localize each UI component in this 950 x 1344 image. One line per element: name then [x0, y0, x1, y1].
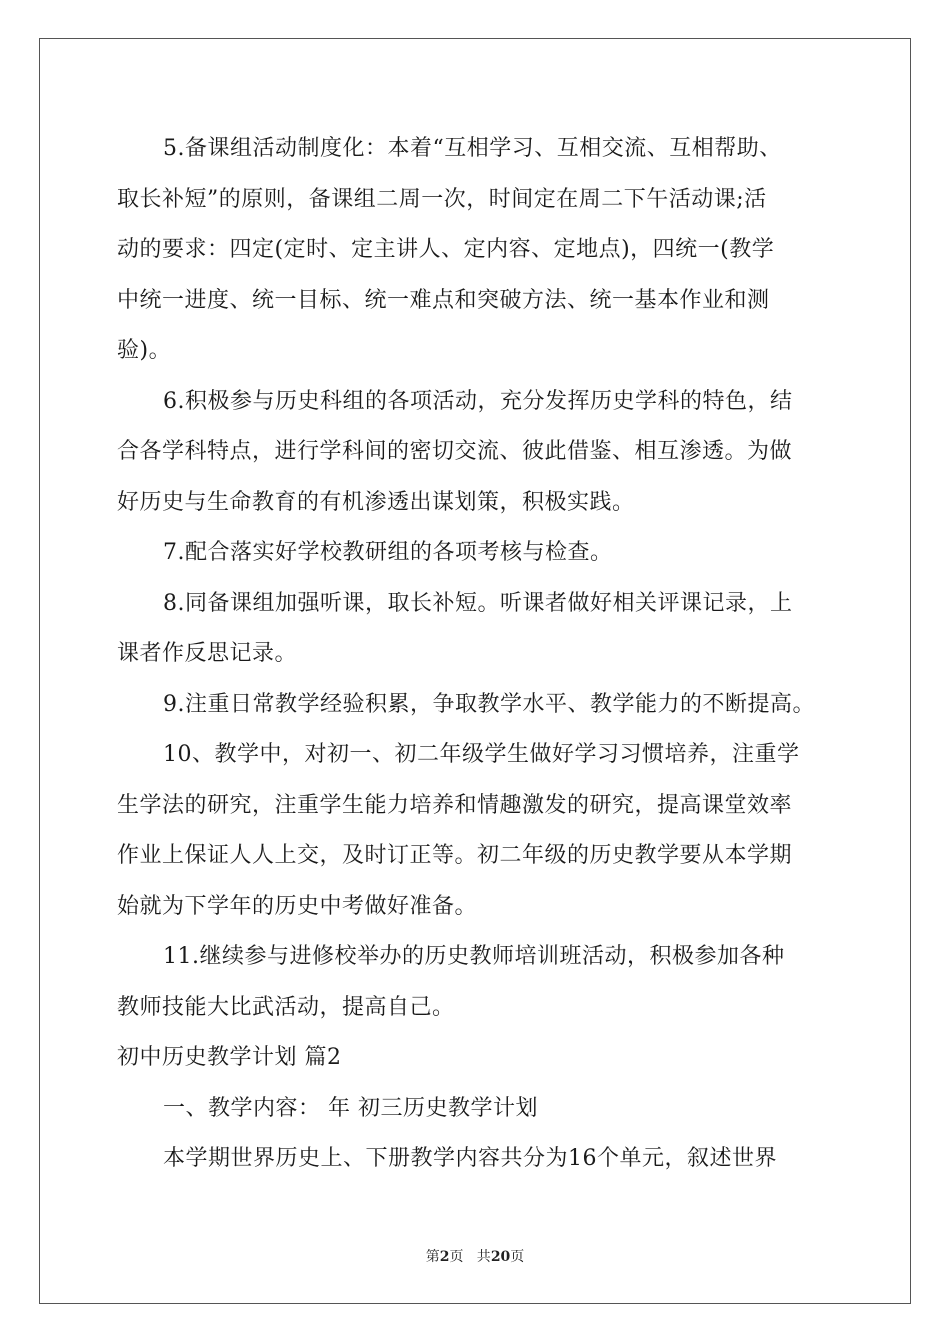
paragraph-line: 教师技能大比武活动，提高自己。: [117, 994, 455, 1020]
footer-middle: 页 共: [449, 1249, 491, 1265]
footer-prefix: 第: [425, 1249, 440, 1265]
paragraph-line: 始就为下学年的历史中考做好准备。: [117, 893, 478, 919]
paragraph-line: 动的要求：四定(定时、定主讲人、定内容、定地点)，四统一(教学: [117, 237, 775, 262]
paragraph-line: 验)。: [117, 338, 172, 363]
paragraph-line: 6.积极参与历史科组的各项活动，充分发挥历史学科的特色，结: [163, 388, 793, 414]
paragraph-line: 本学期世界历史上、下册教学内容共分为16个单元，叙述世界: [163, 1146, 777, 1171]
paragraph-line: 8.同备课组加强听课，取长补短。听课者做好相关评课记录，上: [163, 590, 793, 616]
paragraph-line: 9.注重日常教学经验积累，争取教学水平、教学能力的不断提高。: [163, 691, 815, 717]
paragraph-line: 5.备课组活动制度化：本着“互相学习、互相交流、互相帮助、: [163, 136, 782, 161]
paragraph-line: 10、教学中，对初一、初二年级学生做好学习习惯培养，注重学: [163, 742, 800, 767]
paragraph-line: 生学法的研究，注重学生能力培养和情趣激发的研究，提高课堂效率: [117, 792, 793, 818]
paragraph-line: 一、教学内容： 年 初三历史教学计划: [163, 1095, 538, 1121]
document-body: [117, 124, 837, 1185]
paragraph-line: 作业上保证人人上交，及时订正等。初二年级的历史教学要从本学期: [117, 843, 793, 868]
paragraph-line: 7.配合落实好学校教研组的各项考核与检查。: [163, 540, 613, 565]
paragraph-line: 好历史与生命教育的有机渗透出谋划策，积极实践。: [117, 489, 635, 515]
footer-page-number: 2: [439, 1249, 450, 1265]
page-footer: [0, 1246, 950, 1266]
paragraph-line: 课者作反思记录。: [117, 641, 298, 666]
paragraph-line: 合各学科特点，进行学科间的密切交流、彼此借鉴、相互渗透。为做: [117, 439, 793, 464]
section-heading: 初中历史教学计划 篇2: [117, 1045, 342, 1070]
paragraph-line: 取长补短”的原则，备课组二周一次，时间定在周二下午活动课;活: [117, 186, 767, 212]
paragraph-line: 中统一进度、统一目标、统一难点和突破方法、统一基本作业和测: [117, 287, 770, 313]
footer-suffix: 页: [510, 1249, 525, 1265]
paragraph-line: 11.继续参与进修校举办的历史教师培训班活动，积极参加各种: [163, 944, 785, 969]
footer-total-pages: 20: [490, 1249, 511, 1265]
